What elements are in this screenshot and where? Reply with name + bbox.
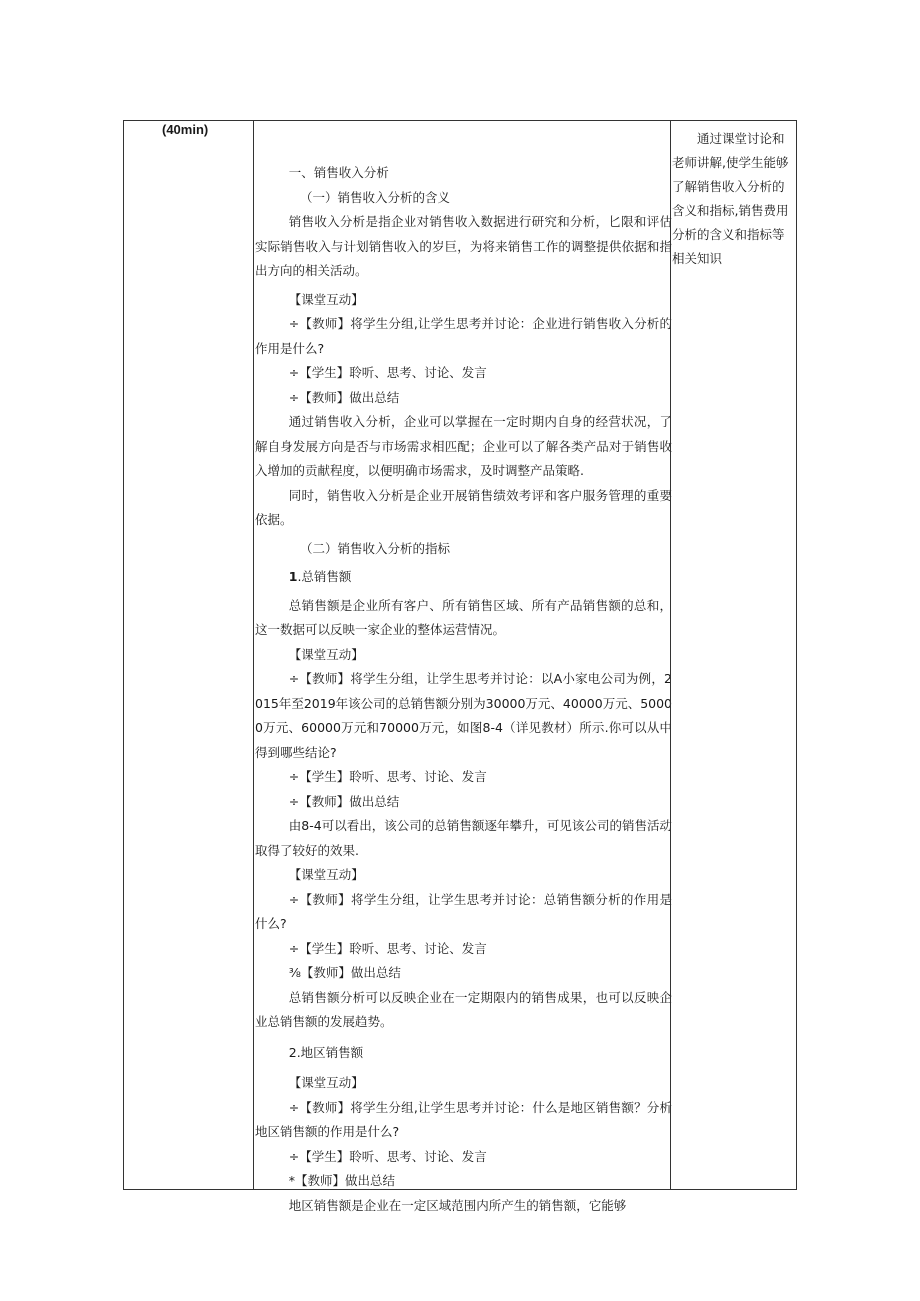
teacher-prompt: ÷【教师】将学生分组，让学生思考并讨论：以A小家电公司为例，2015年至2019年该公司的总销售额分别为30000万元、40000万元、50000万元、60000万元和70000万元，如图8-4（详见教材）所示.你可以从中得到哪些结论?	[255, 671, 673, 760]
body-paragraph: 由8-4可以看出，该公司的总销售额逐年攀升，可见该公司的销售活动取得了较好的效果.	[255, 818, 672, 858]
interaction-heading: 【课堂互动】	[288, 867, 364, 882]
interaction-heading: 【课堂互动】	[288, 646, 364, 662]
student-activity: ÷【学生】聆听、思考、讨论、发言	[288, 769, 487, 784]
body-paragraph: 同时，销售收入分析是企业开展销售绩效考评和客户服务管理的重要依据。	[255, 487, 672, 527]
student-activity: ÷【学生】聆听、思考、讨论、发言	[288, 365, 487, 380]
teaching-notes: 通过课堂讨论和老师讲解,使学生能够了解销售收入分析的含义和指标,销售费用分析的含义和指标等相关知识	[672, 131, 789, 266]
teacher-summary: ÷【教师】做出总结	[288, 389, 400, 405]
lesson-content	[255, 161, 672, 1218]
student-activity: ÷【学生】聆听、思考、讨论、发言	[288, 1148, 487, 1164]
body-paragraph: 总销售额分析可以反映企业在一定期限内的销售成果，也可以反映企业总销售额的发展趋势。	[255, 989, 672, 1029]
item-heading: 2.地区销售额	[288, 1044, 364, 1060]
item-heading-text: .总销售额	[297, 569, 352, 584]
teacher-prompt: ÷【教师】将学生分组,让学生思考并讨论：什么是地区销售额？分析地区销售额的作用是什么?	[255, 1099, 672, 1139]
interaction-heading: 【课堂互动】	[288, 291, 364, 307]
time-column	[124, 121, 254, 1189]
student-activity: ÷【学生】聆听、思考、讨论、发言	[288, 940, 487, 956]
notes-column	[670, 121, 796, 1189]
item-heading: 1.总销售额	[288, 569, 352, 584]
body-paragraph: 地区销售额是企业在一定区域范围内所产生的销售额，它能够	[288, 1197, 627, 1213]
teacher-prompt: ÷【教师】将学生分组，让学生思考并讨论：总销售额分析的作用是什么?	[255, 891, 672, 931]
teacher-summary: ÷【教师】做出总结	[288, 793, 400, 809]
lesson-table	[123, 120, 797, 1213]
time-label: (40min)	[162, 122, 209, 137]
subsection-heading: （二）销售收入分析的指标	[300, 540, 451, 556]
body-paragraph: 总销售额是企业所有客户、所有销售区域、所有产品销售额的总和，这一数据可以反映一家企业的整体运营情况。	[255, 597, 672, 637]
teacher-summary: ⅜【教师】做出总结	[288, 965, 401, 980]
content-column	[255, 121, 673, 1213]
section-heading: 一、销售收入分析	[288, 165, 389, 180]
teacher-summary: *【教师】做出总结	[288, 1173, 396, 1188]
teacher-prompt: ÷【教师】将学生分组,让学生思考并讨论：企业进行销售收入分析的作用是什么?	[255, 316, 672, 356]
subsection-heading: （一）销售收入分析的含义	[300, 189, 451, 205]
body-paragraph: 销售收入分析是指企业对销售收入数据进行研究和分析，匕限和评估实际销售收入与计划销售收入的岁巨，为将来销售工作的调整提供依据和指出方向的相关活动。	[255, 214, 672, 278]
interaction-heading: 【课堂互动】	[288, 1075, 364, 1090]
body-paragraph: 通过销售收入分析，企业可以掌握在一定时期内自身的经营状况，了解自身发展方向是否与市场需求相匹配；企业可以了解各类产品对于销售收入增加的贡献程度，以便明确市场需求，及时调整产品策略.	[255, 414, 672, 478]
